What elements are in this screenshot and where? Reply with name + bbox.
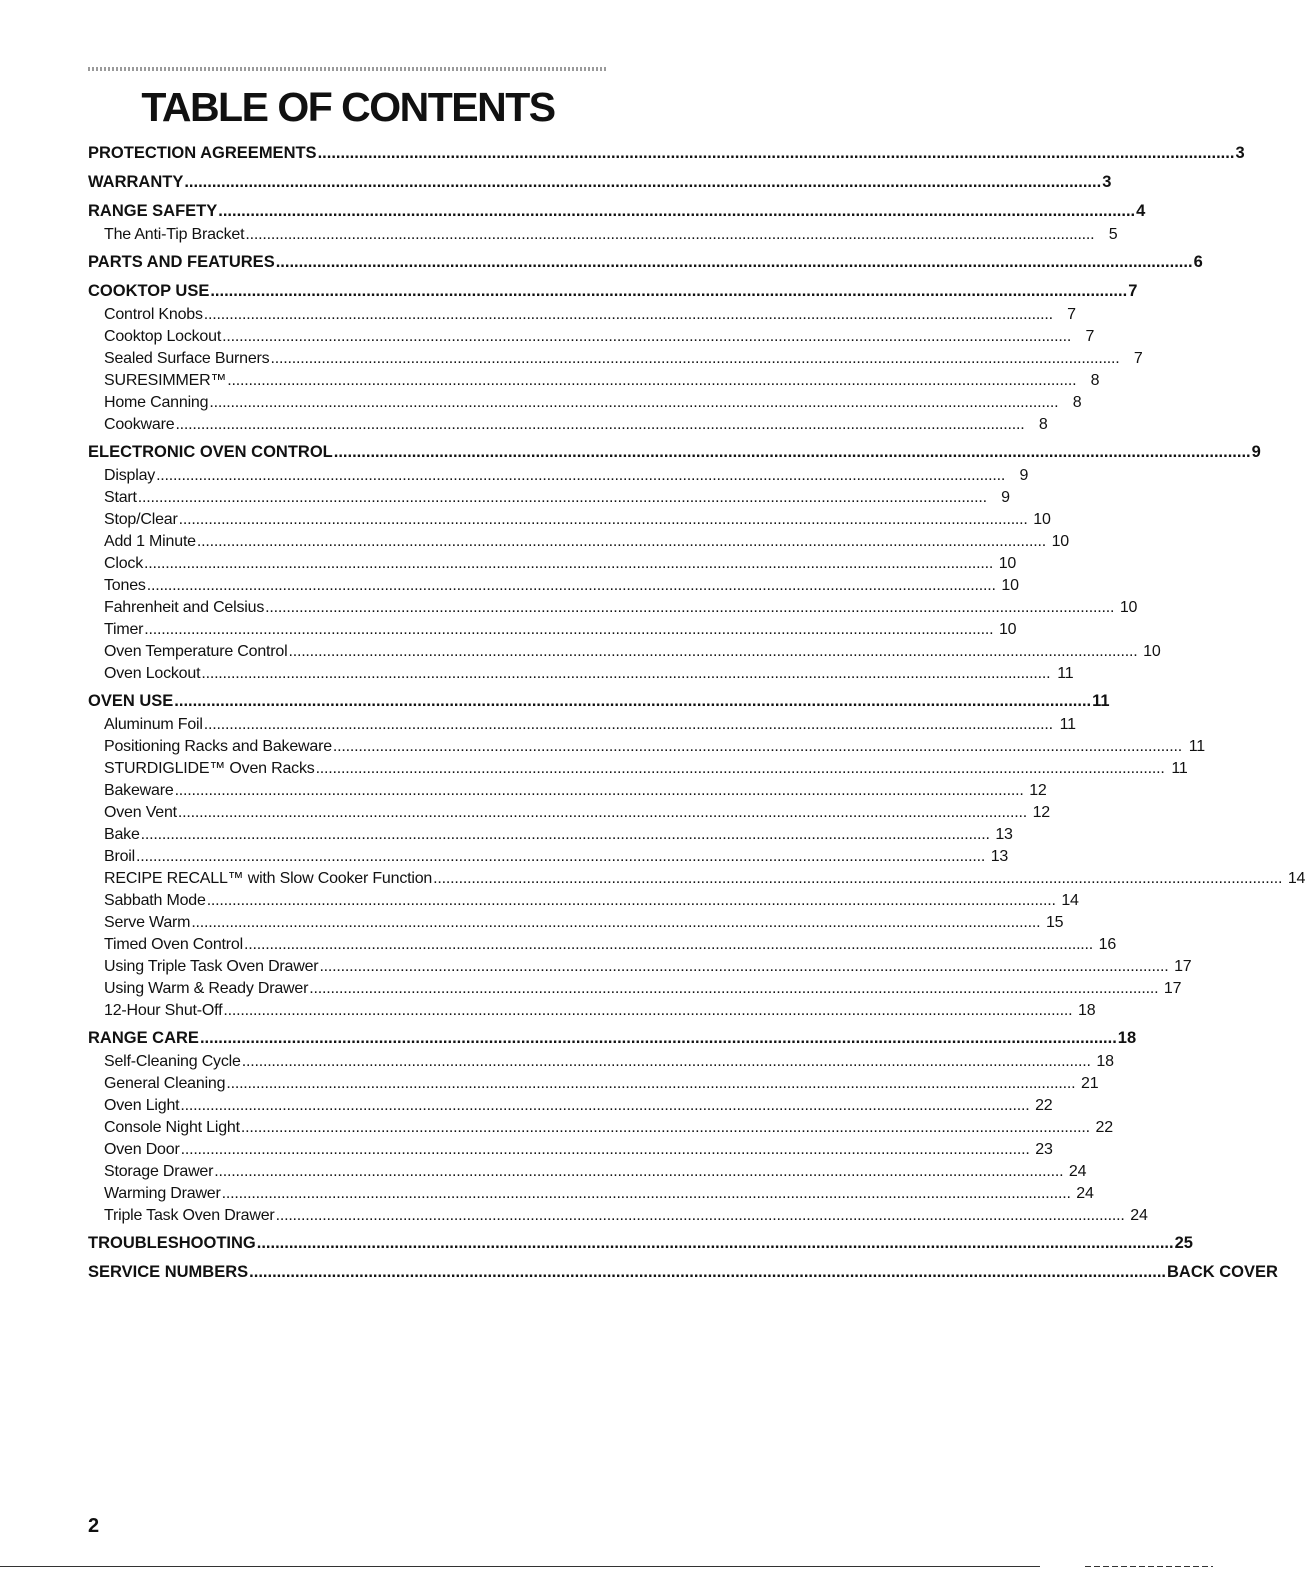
toc-entry-label: Oven Temperature Control (104, 643, 288, 660)
toc-subsection-entry[interactable] (88, 956, 1192, 978)
toc-dot-leader: ........................................................................................................................................................................................................ (309, 980, 1159, 997)
toc-section-entry[interactable] (88, 170, 1112, 195)
toc-dot-leader: ........................................................................................................................................................................................................ (199, 1029, 1117, 1047)
toc-dot-leader: ........................................................................................................................................................................................................ (203, 306, 1053, 323)
toc-subsection-entry[interactable] (88, 326, 1095, 348)
toc-entry-page: 10 (1143, 643, 1161, 660)
toc-entry-label: The Anti-Tip Bracket (104, 226, 245, 243)
toc-section-entry[interactable] (88, 1260, 1278, 1285)
toc-subsection-entry[interactable] (88, 780, 1047, 802)
toc-subsection-entry[interactable] (88, 553, 1017, 575)
toc-entry-label: Triple Task Oven Drawer (104, 1207, 275, 1224)
toc-entry-page: 11 (1171, 760, 1188, 777)
toc-entry-label: Positioning Racks and Bakeware (104, 738, 332, 755)
toc-section-entry[interactable] (88, 440, 1261, 465)
toc-entry-label: Broil (104, 848, 136, 865)
toc-entry-page: 11 (1059, 716, 1076, 733)
toc-subsection-entry[interactable] (88, 846, 1009, 868)
toc-entry-page: 9 (1251, 443, 1261, 461)
toc-subsection-entry[interactable] (88, 597, 1138, 619)
toc-entry-label: Clock (104, 555, 144, 572)
toc-entry-page: 3 (1102, 173, 1112, 191)
toc-entry-label: Oven Vent (104, 804, 177, 821)
toc-dot-leader: ........................................................................................................................................................................................................ (140, 826, 990, 843)
toc-subsection-entry[interactable] (88, 1073, 1099, 1095)
toc-dot-leader: ........................................................................................................................................................................................................ (218, 202, 1136, 220)
toc-subsection-entry[interactable] (88, 1183, 1094, 1205)
toc-section-entry[interactable] (88, 1231, 1193, 1256)
toc-entry-page: 5 (1108, 226, 1118, 243)
toc-dot-leader: ........................................................................................................................................................................................................ (227, 372, 1077, 389)
toc-entry-page: 18 (1117, 1029, 1137, 1047)
page-title: TABLE OF CONTENTS (141, 84, 555, 130)
toc-entry-label: TROUBLESHOOTING (88, 1234, 256, 1252)
toc-entry-page: 12 (1029, 782, 1047, 799)
toc-entry-page: 24 (1130, 1207, 1148, 1224)
toc-dot-leader: ........................................................................................................................................................................................................ (214, 1163, 1064, 1180)
toc-dot-leader: ........................................................................................................................................................................................................ (270, 350, 1120, 367)
toc-dot-leader: ........................................................................................................................................................................................................ (332, 738, 1182, 755)
toc-entry-page: 15 (1045, 914, 1064, 931)
toc-entry-label: Bake (104, 826, 140, 843)
toc-subsection-entry[interactable] (88, 824, 1013, 846)
toc-dot-leader: ........................................................................................................................................................................................................ (221, 1185, 1071, 1202)
toc-entry-label: SERVICE NUMBERS (88, 1263, 249, 1281)
toc-dot-leader: ........................................................................................................................................................................................................ (191, 914, 1041, 931)
toc-entry-label: Control Knobs (104, 306, 203, 323)
toc-entry-label: Using Triple Task Oven Drawer (104, 958, 319, 975)
toc-entry-label: RECIPE RECALL™ with Slow Cooker Function (104, 870, 433, 887)
toc-entry-label: Start (104, 489, 137, 506)
toc-subsection-entry[interactable] (88, 890, 1079, 912)
toc-entry-page: 23 (1035, 1141, 1053, 1158)
toc-section-entry[interactable] (88, 689, 1110, 714)
toc-entry-page: 13 (990, 848, 1009, 865)
toc-entry-label: Home Canning (104, 394, 209, 411)
toc-entry-page: 17 (1163, 980, 1182, 997)
toc-subsection-entry[interactable] (88, 414, 1048, 436)
toc-subsection-entry[interactable] (88, 348, 1143, 370)
toc-subsection-entry[interactable] (88, 868, 1305, 890)
table-of-contents (88, 141, 1305, 1285)
toc-dot-leader: ........................................................................................................................................................................................................ (146, 577, 996, 594)
toc-dot-leader: ........................................................................................................................................................................................................ (240, 1119, 1090, 1136)
toc-entry-page: 18 (1078, 1002, 1096, 1019)
toc-subsection-entry[interactable] (88, 736, 1205, 758)
toc-entry-page: 14 (1287, 870, 1305, 887)
toc-entry-page: 24 (1068, 1163, 1087, 1180)
page-number: 2 (88, 1515, 100, 1537)
toc-section-entry[interactable] (88, 1026, 1137, 1051)
toc-entry-label: Add 1 Minute (104, 533, 196, 550)
toc-dot-leader: ........................................................................................................................................................................................................ (288, 643, 1138, 660)
toc-entry-page: 10 (1001, 577, 1019, 594)
toc-entry-page: 22 (1095, 1119, 1113, 1136)
toc-subsection-entry[interactable] (88, 1000, 1096, 1022)
toc-dot-leader: ........................................................................................................................................................................................................ (144, 621, 994, 638)
header-dotted-rule (88, 67, 608, 71)
toc-entry-page: 25 (1174, 1234, 1193, 1252)
toc-entry-label: COOKTOP USE (88, 282, 210, 300)
toc-entry-label: Storage Drawer (104, 1163, 214, 1180)
toc-subsection-entry[interactable] (88, 978, 1182, 1000)
toc-entry-label: Oven Light (104, 1097, 180, 1114)
toc-entry-label: RANGE CARE (88, 1029, 199, 1047)
toc-entry-label: Timed Oven Control (104, 936, 243, 953)
toc-entry-page: 10 (998, 555, 1017, 572)
toc-subsection-entry[interactable] (88, 802, 1050, 824)
toc-subsection-entry[interactable] (88, 487, 1010, 509)
toc-entry-label: Oven Lockout (104, 665, 201, 682)
toc-entry-label: PROTECTION AGREEMENTS (88, 144, 317, 162)
toc-entry-label: STURDIGLIDE™ Oven Racks (104, 760, 315, 777)
toc-dot-leader: ........................................................................................................................................................................................................ (249, 1263, 1167, 1281)
toc-dot-leader: ........................................................................................................................................................................................................ (178, 511, 1028, 528)
toc-entry-label: WARRANTY (88, 173, 184, 191)
toc-entry-label: Oven Door (104, 1141, 180, 1158)
toc-entry-label: Timer (104, 621, 144, 638)
toc-dot-leader: ........................................................................................................................................................................................................ (433, 870, 1283, 887)
toc-dot-leader: ........................................................................................................................................................................................................ (245, 226, 1095, 243)
toc-entry-page: 9 (1001, 489, 1010, 506)
toc-subsection-entry[interactable] (88, 392, 1082, 414)
toc-dot-leader: ........................................................................................................................................................................................................ (196, 533, 1046, 550)
toc-entry-page: 7 (1128, 282, 1138, 300)
toc-entry-label: Aluminum Foil (104, 716, 203, 733)
toc-entry-page: 4 (1136, 202, 1146, 220)
toc-entry-page: 16 (1098, 936, 1117, 953)
toc-dot-leader: ........................................................................................................................................................................................................ (184, 173, 1102, 191)
toc-dot-leader: ........................................................................................................................................................................................................ (156, 467, 1006, 484)
toc-dot-leader: ........................................................................................................................................................................................................ (241, 1053, 1091, 1070)
toc-entry-page: 17 (1174, 958, 1192, 975)
toc-entry-label: Bakeware (104, 782, 174, 799)
toc-dot-leader: ........................................................................................................................................................................................................ (256, 1234, 1174, 1252)
toc-subsection-entry[interactable] (88, 1051, 1114, 1073)
toc-entry-page: 8 (1072, 394, 1082, 411)
toc-dot-leader: ........................................................................................................................................................................................................ (206, 892, 1056, 909)
toc-dot-leader: ........................................................................................................................................................................................................ (222, 328, 1072, 345)
toc-entry-page: 7 (1085, 328, 1095, 345)
toc-entry-page: BACK COVER (1167, 1263, 1278, 1281)
toc-section-entry[interactable] (88, 199, 1146, 224)
toc-entry-page: 3 (1235, 144, 1245, 162)
toc-subsection-entry[interactable] (88, 304, 1076, 326)
toc-entry-label: 12-Hour Shut-Off (104, 1002, 223, 1019)
toc-subsection-entry[interactable] (88, 641, 1161, 663)
toc-dot-leader: ........................................................................................................................................................................................................ (174, 782, 1024, 799)
toc-dot-leader: ........................................................................................................................................................................................................ (223, 1002, 1073, 1019)
toc-entry-page: 7 (1133, 350, 1143, 367)
toc-entry-page: 11 (1092, 692, 1110, 710)
toc-subsection-entry[interactable] (88, 509, 1051, 531)
toc-dot-leader: ........................................................................................................................................................................................................ (243, 936, 1094, 953)
toc-entry-page: 10 (1119, 599, 1138, 616)
toc-entry-label: Serve Warm (104, 914, 191, 931)
toc-dot-leader: ........................................................................................................................................................................................................ (226, 1075, 1076, 1092)
toc-dot-leader: ........................................................................................................................................................................................................ (275, 253, 1193, 271)
footer-dashed-rule (1085, 1566, 1213, 1567)
toc-dot-leader: ........................................................................................................................................................................................................ (203, 716, 1053, 733)
toc-subsection-entry[interactable] (88, 758, 1188, 780)
toc-dot-leader: ........................................................................................................................................................................................................ (265, 599, 1115, 616)
toc-entry-page: 9 (1019, 467, 1029, 484)
toc-entry-page: 21 (1081, 1075, 1099, 1092)
toc-section-entry[interactable] (88, 141, 1245, 166)
toc-subsection-entry[interactable] (88, 714, 1076, 736)
toc-entry-label: RANGE SAFETY (88, 202, 218, 220)
toc-section-entry[interactable] (88, 250, 1203, 275)
toc-subsection-entry[interactable] (88, 575, 1019, 597)
toc-entry-page: 18 (1096, 1053, 1114, 1070)
toc-entry-label: Console Night Light (104, 1119, 240, 1136)
toc-dot-leader: ........................................................................................................................................................................................................ (319, 958, 1169, 975)
footer-rule (0, 1566, 1040, 1567)
toc-subsection-entry[interactable] (88, 224, 1118, 246)
toc-dot-leader: ........................................................................................................................................................................................................ (180, 1097, 1030, 1114)
toc-entry-label: General Cleaning (104, 1075, 226, 1092)
toc-entry-label: Stop/Clear (104, 511, 178, 528)
toc-entry-page: 12 (1032, 804, 1050, 821)
toc-entry-page: 6 (1193, 253, 1203, 271)
toc-subsection-entry[interactable] (88, 1095, 1053, 1117)
toc-entry-page: 24 (1076, 1185, 1094, 1202)
toc-dot-leader: ........................................................................................................................................................................................................ (175, 416, 1025, 433)
toc-dot-leader: ........................................................................................................................................................................................................ (174, 692, 1092, 710)
toc-subsection-entry[interactable] (88, 1161, 1087, 1183)
toc-dot-leader: ........................................................................................................................................................................................................ (136, 848, 986, 865)
toc-subsection-entry[interactable] (88, 1205, 1148, 1227)
toc-dot-leader: ........................................................................................................................................................................................................ (275, 1207, 1125, 1224)
toc-entry-page: 13 (995, 826, 1013, 843)
toc-entry-page: 11 (1057, 665, 1074, 682)
toc-subsection-entry[interactable] (88, 531, 1069, 553)
toc-entry-label: ELECTRONIC OVEN CONTROL (88, 443, 333, 461)
toc-entry-label: Sabbath Mode (104, 892, 206, 909)
toc-entry-page: 10 (1033, 511, 1051, 528)
toc-dot-leader: ........................................................................................................................................................................................................ (180, 1141, 1030, 1158)
toc-dot-leader: ........................................................................................................................................................................................................ (333, 443, 1251, 461)
toc-entry-label: Display (104, 467, 156, 484)
toc-entry-page: 22 (1035, 1097, 1053, 1114)
toc-entry-label: SURESIMMER™ (104, 372, 227, 389)
toc-dot-leader: ........................................................................................................................................................................................................ (137, 489, 987, 506)
toc-entry-page: 10 (1051, 533, 1069, 550)
toc-entry-page: 14 (1061, 892, 1079, 909)
toc-subsection-entry[interactable] (88, 1139, 1053, 1161)
toc-entry-label: Using Warm & Ready Drawer (104, 980, 309, 997)
toc-entry-label: Self-Cleaning Cycle (104, 1053, 241, 1070)
toc-subsection-entry[interactable] (88, 934, 1117, 956)
toc-entry-label: Cooktop Lockout (104, 328, 222, 345)
toc-entry-label: Fahrenheit and Celsius (104, 599, 265, 616)
toc-dot-leader: ........................................................................................................................................................................................................ (210, 282, 1128, 300)
toc-entry-label: Tones (104, 577, 146, 594)
toc-entry-label: Cookware (104, 416, 175, 433)
toc-entry-page: 7 (1067, 306, 1076, 323)
toc-dot-leader: ........................................................................................................................................................................................................ (144, 555, 994, 572)
toc-subsection-entry[interactable] (88, 912, 1064, 934)
toc-subsection-entry[interactable] (88, 663, 1074, 685)
toc-entry-label: Sealed Surface Burners (104, 350, 270, 367)
toc-subsection-entry[interactable] (88, 465, 1029, 487)
toc-entry-page: 10 (998, 621, 1017, 638)
toc-entry-label: OVEN USE (88, 692, 174, 710)
toc-entry-page: 8 (1038, 416, 1048, 433)
toc-entry-page: 11 (1188, 738, 1205, 755)
toc-subsection-entry[interactable] (88, 370, 1100, 392)
toc-entry-page: 8 (1090, 372, 1100, 389)
toc-entry-label: Warming Drawer (104, 1185, 221, 1202)
toc-subsection-entry[interactable] (88, 619, 1017, 641)
toc-dot-leader: ........................................................................................................................................................................................................ (317, 144, 1235, 162)
toc-dot-leader: ........................................................................................................................................................................................................ (177, 804, 1027, 821)
toc-entry-label: PARTS AND FEATURES (88, 253, 275, 271)
toc-dot-leader: ........................................................................................................................................................................................................ (201, 665, 1051, 682)
toc-section-entry[interactable] (88, 279, 1138, 304)
toc-subsection-entry[interactable] (88, 1117, 1113, 1139)
toc-dot-leader: ........................................................................................................................................................................................................ (315, 760, 1165, 777)
toc-dot-leader: ........................................................................................................................................................................................................ (209, 394, 1059, 411)
